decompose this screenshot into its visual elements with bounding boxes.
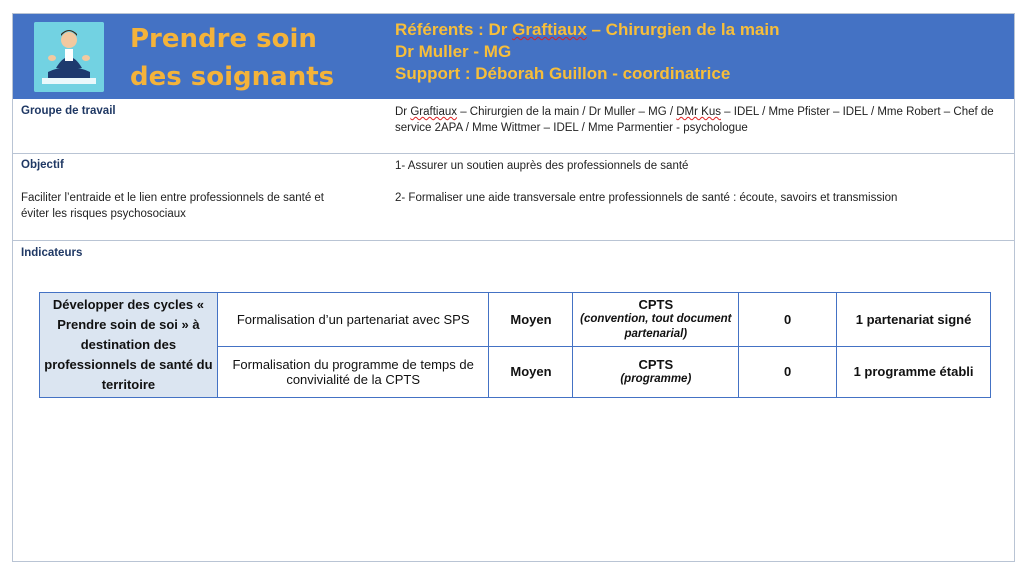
meditation-person-icon xyxy=(34,22,104,92)
source-detail: (programme) xyxy=(620,372,692,385)
referents-block xyxy=(395,19,780,85)
source-label: CPTS xyxy=(638,356,674,372)
action-cell: Formalisation d’un partenariat avec SPS xyxy=(217,293,489,347)
source-cell xyxy=(573,293,739,347)
groupe-name-2: DMr Kus xyxy=(676,106,721,118)
indicators-table xyxy=(39,292,991,398)
target-cell: 1 programme établi xyxy=(837,346,991,397)
groupe-name-1: Graftiaux xyxy=(410,106,458,118)
referents-suffix: – Chirurgien de la main xyxy=(586,20,780,39)
level-cell: Moyen xyxy=(489,346,573,397)
groupe-label: Groupe de travail xyxy=(21,105,116,117)
groupe-members xyxy=(395,104,1000,136)
table-row xyxy=(40,293,991,347)
objectif-point-2: 2- Formaliser une aide transversale entre professionnels de santé : écoute, savoirs et transmission xyxy=(395,192,898,204)
referents-prefix: Référents : Dr xyxy=(395,20,513,39)
header-banner xyxy=(13,14,1014,99)
groupe-text-2: – Chirurgien de la main / Dr Muller – MG / xyxy=(457,106,677,118)
baseline-cell: 0 xyxy=(739,346,837,397)
objectif-row xyxy=(13,154,1014,241)
baseline-cell: 0 xyxy=(739,293,837,347)
groupe-row xyxy=(13,99,1014,154)
objectif-label: Objectif xyxy=(21,159,64,171)
source-cell xyxy=(573,346,739,397)
groupe-text-1: Dr xyxy=(395,106,411,118)
program-title xyxy=(130,20,334,96)
referents-line xyxy=(395,19,780,41)
support-line: Support : Déborah Guillon - coordinatrice xyxy=(395,64,731,83)
action-cell: Formalisation du programme de temps de convivialité de la CPTS xyxy=(217,346,489,397)
source-label: CPTS xyxy=(638,296,674,312)
level-cell: Moyen xyxy=(489,293,573,347)
target-cell: 1 partenariat signé xyxy=(837,293,991,347)
indicateurs-label: Indicateurs xyxy=(21,247,83,259)
referents-line2: Dr Muller - MG xyxy=(395,42,512,61)
cycle-group-cell: Développer des cycles « Prendre soin de soi » à destination des professionnels de santé du territoire xyxy=(40,293,218,398)
objectif-description: Faciliter l’entraide et le lien entre professionnels de santé et éviter les risques psychosociaux xyxy=(21,192,325,220)
referents-name: Graftiaux xyxy=(512,20,587,39)
program-title-line2: des soignants xyxy=(130,62,335,92)
program-title-line1: Prendre soin xyxy=(130,24,317,54)
groupe-text-3: – IDEL / Mme Pfister – IDEL / Mme Robert – Chef de service 2APA / Mme Wittmer – IDEL / Mme Parmentier - psychologue xyxy=(395,106,994,134)
objectif-point-1: 1- Assurer un soutien auprès des professionnels de santé xyxy=(395,160,689,172)
slide xyxy=(12,13,1015,562)
source-detail: (convention, tout document partenarial) xyxy=(580,312,732,340)
